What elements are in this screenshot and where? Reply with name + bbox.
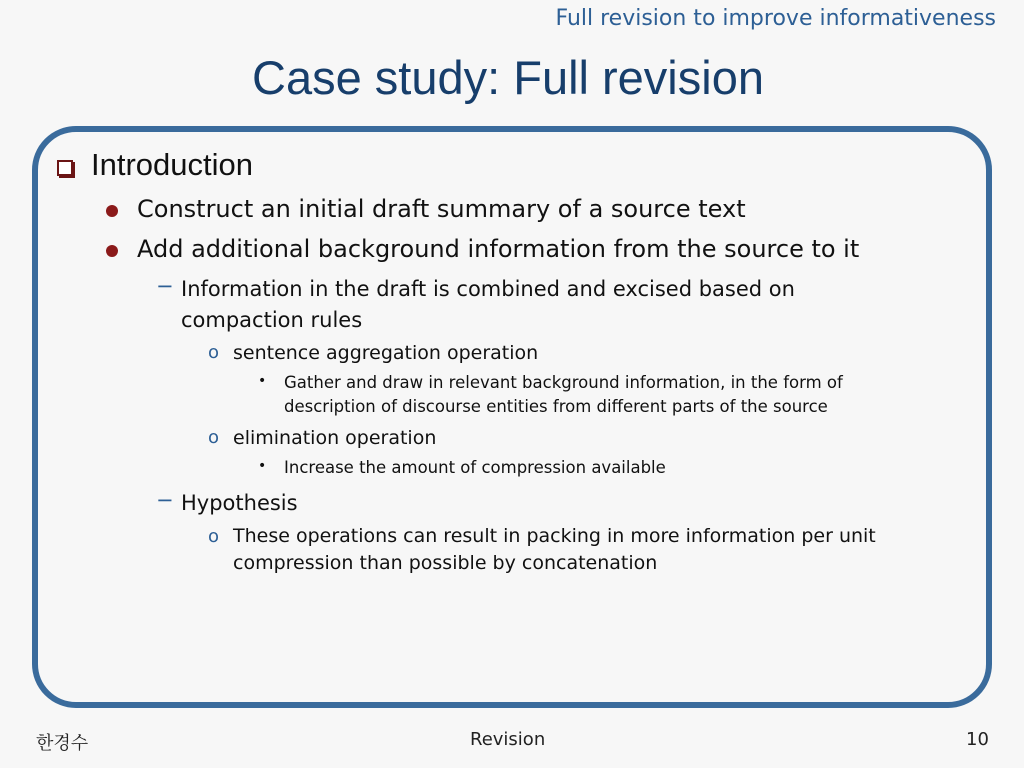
sub-hypothesis: Hypothesis	[181, 491, 298, 515]
header-label: Full revision to improve informativeness	[555, 6, 996, 31]
dot-bullet-icon	[106, 245, 118, 257]
slide-title: Case study: Full revision	[252, 51, 764, 104]
small-dot-bullet-icon: •	[258, 373, 267, 389]
op1-detail-line1: Gather and draw in relevant background information, in the form of	[284, 373, 843, 392]
circle-bullet-icon: o	[208, 427, 220, 448]
circle-bullet-icon: o	[208, 526, 220, 547]
dot-bullet-icon	[106, 205, 118, 217]
sub-info-combined-line2: compaction rules	[181, 308, 363, 332]
hypothesis-line2: compression than possible by concatenation	[233, 552, 658, 574]
point-construct-draft: Construct an initial draft summary of a source text	[137, 195, 746, 223]
hypothesis-line1: These operations can result in packing in more information per unit	[233, 525, 876, 547]
dash-bullet-icon: −	[156, 488, 174, 512]
dash-bullet-icon: −	[156, 274, 174, 298]
op-elimination: elimination operation	[233, 427, 437, 449]
op1-detail-line2: description of discourse entities from different parts of the source	[284, 397, 828, 416]
footer-topic: Revision	[470, 729, 546, 750]
square-bullet-icon	[57, 160, 73, 176]
op2-detail: Increase the amount of compression available	[284, 458, 666, 477]
heading-introduction: Introduction	[91, 147, 253, 182]
circle-bullet-icon: o	[208, 342, 220, 363]
op-sentence-aggregation: sentence aggregation operation	[233, 342, 539, 364]
point-add-background: Add additional background information from the source to it	[137, 235, 860, 263]
sub-info-combined-line1: Information in the draft is combined and excised based on	[181, 277, 795, 301]
footer-page-number: 10	[966, 729, 989, 750]
footer-author: 한경수	[36, 733, 89, 754]
small-dot-bullet-icon: •	[258, 458, 267, 474]
